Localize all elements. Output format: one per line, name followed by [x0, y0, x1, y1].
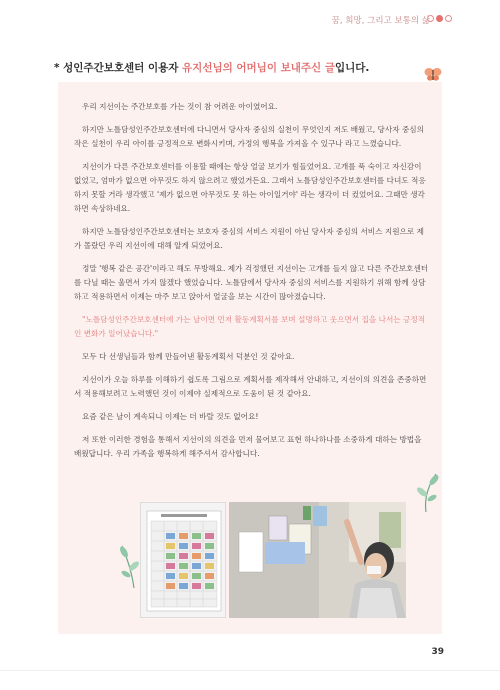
leaf-decoration-icon: [406, 468, 446, 514]
paragraph: 요즘 같은 날이 계속되니 이제는 더 바랄 것도 없어요!: [82, 412, 259, 421]
paragraph: 하지만 노틀담성인주간보호센터는 보호자 중심의 서비스 지원이 아닌 당사자 중심의 서비스 지원으로 제가 몰랐던 우리 지선이에 대해 알게 되었어요.: [74, 227, 424, 250]
photo-row: [140, 502, 406, 618]
heading-suffix: 입니다.: [335, 62, 370, 74]
paragraph: 지선이가 오늘 하루를 이해하기 쉽도록 그림으로 계획서를 제작해서 안내하고, 지선이의 의견을 존중하면서 적용해보려고 노력했던 것이 이제야 실제적으로 도움이 된 것 같아요.: [74, 375, 427, 398]
running-header-label: 꿈, 희망, 그리고 보통의 삶: [331, 16, 430, 26]
paragraph: 하지만 노틀담성인주간보호센터에 다니면서 당사자 중심의 실천이 무엇인지 저도 배웠고, 당사자 중심의 작은 실천이 우리 아이를 긍정적으로 변화시키며, 가정의 행복을 가져올 수 있구나 라고 느꼈습니다.: [74, 125, 424, 148]
paragraph: 지선이가 다른 주간보호센터를 이용할 때에는 항상 얼굴 보기가 힘들었어요. 고개를 푹 숙이고 자신감이 없었고, 엄마가 없으면 아무것도 하지 않으려고 했었거든요. 그래서 노틀담성인주간보호센터를 다녀도 적응하지 못할 거라 생각했고 '제가 없으면 아무것도 못 하는 아이일거야' 라는 생각이 더 컸었어요. 그때만 생각하면 속상하네요.: [74, 162, 426, 213]
heading-prefix: * 성인주간보호센터 이용자: [54, 62, 183, 74]
heading-highlight: 유지선님의 어머님이 보내주신 글: [182, 62, 335, 74]
activity-schedule-photo: [140, 502, 226, 618]
page-header: [0, 0, 500, 40]
highlight-quote: "노틀담성인주간보호센터에 가는 날이면 먼저 활동계획서를 보며 설명하고 웃으면서 집을 나서는 긍정적인 변화가 일어났습니다.": [74, 315, 426, 338]
butterfly-icon: [424, 66, 442, 82]
header-dots-icon: [427, 15, 452, 22]
letter-body: [74, 100, 430, 470]
paragraph: 모두 다 선생님들과 함께 만들어낸 활동계획서 덕분인 것 같아요.: [82, 352, 295, 361]
paragraph: 정말 '행복 같은 공간'이라고 해도 무방해요. 제가 걱정했던 지선이는 고개를 들지 않고 다른 주간보호센터를 다닐 때는 울면서 가지 않겠다 했었습니다. 노틀담에서 당사자 중심의 서비스를 지원하기 위해 함께 상담하고 적용하면서 이제는 마주 보고 앉아서 얼굴을 보는 시간이 많아졌습니다.: [74, 264, 429, 301]
page-number: 39: [431, 647, 444, 657]
section-heading: [54, 60, 369, 75]
paragraph: 우리 지선이는 주간보호를 가는 것이 참 어려운 아이였어요.: [82, 102, 278, 111]
footer-divider: [0, 670, 500, 671]
person-at-board-photo: [229, 502, 406, 618]
paragraph: 저 또한 이러한 경험을 통해서 지선이의 의견을 먼저 물어보고 표현 하나하나를 소중하게 대하는 방법을 배웠답니다. 우리 가족을 행복하게 해주셔서 감사합니다.: [74, 435, 422, 458]
